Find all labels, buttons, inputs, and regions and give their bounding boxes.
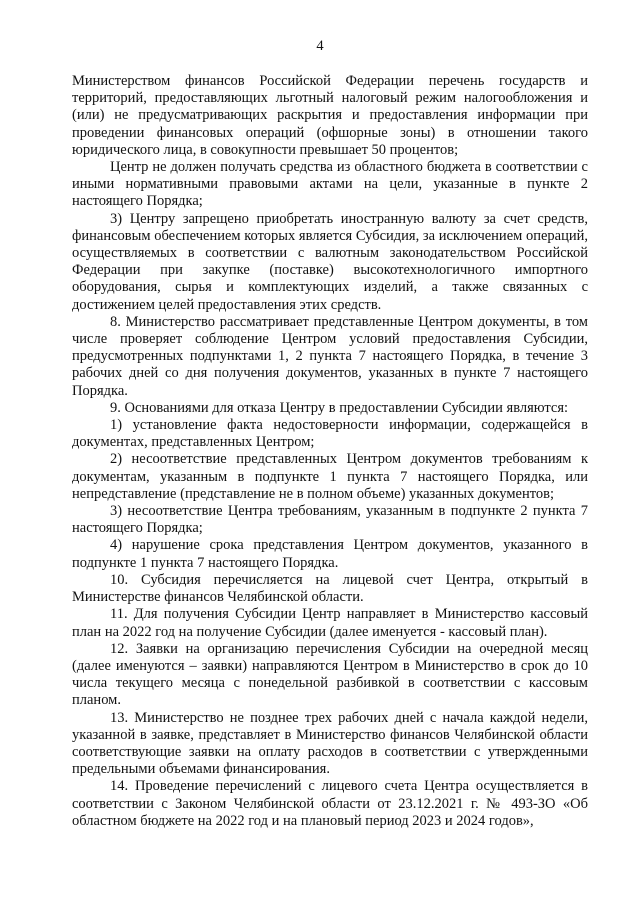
paragraph-continuation: Министерством финансов Российской Федерации перечень государств и территорий, предоставляющих льготный налоговый режим налогообложения и (или) не предусматривающих раскрытия и предоставления информации при проведении финансовых операций (офшорные зоны) в отношении такого юридического лица, в совокупности превышает 50 процентов;	[72, 73, 588, 158]
paragraph: 3) несоответствие Центра требованиям, указанным в подпункте 2 пункта 7 настоящего Порядка;	[72, 503, 588, 537]
paragraph: 9. Основаниями для отказа Центру в предоставлении Субсидии являются:	[110, 399, 569, 416]
paragraph: 1) установление факта недостоверности информации, содержащейся в документах, представленных Центром;	[72, 417, 588, 451]
paragraph: 2) несоответствие представленных Центром документов требованиям к документам, указанным в подпункте 1 пункта 7 настоящего Порядка, или непредставление (представление не в полном объеме) указанных документов;	[72, 451, 588, 502]
paragraph: 8. Министерство рассматривает представленные Центром документы, в том числе проверяет соблюдение Центром условий предоставления Субсидии, предусмотренных подпунктами 1, 2 пункта 7 настоящего Порядка, в течение 3 рабочих дней со дня получения документов, указанных в пункте 7 настоящего Порядка.	[72, 313, 588, 399]
paragraph: 3) Центру запрещено приобретать иностранную валюту за счет средств, финансовым обеспечением которых является Субсидия, за исключением операций, осуществляемых в соответствии с валютным законодательством Российской Федерации при закупке (поставке) высокотехнологичного импортного оборудования, сырья и комплектующих изделий, а также связанных с достижением целей предоставления этих средств.	[72, 210, 588, 313]
paragraph: Центр не должен получать средства из областного бюджета в соответствии с иными нормативными правовыми актами на цели, указанные в пункте 2 настоящего Порядка;	[72, 159, 588, 210]
document-body	[72, 73, 588, 830]
paragraph: 11. Для получения Субсидии Центр направляет в Министерство кассовый план на 2022 год на получение Субсидии (далее именуется - кассовый план).	[72, 606, 588, 640]
paragraph: 4) нарушение срока представления Центром документов, указанного в подпункте 1 пункта 7 настоящего Порядка.	[72, 537, 588, 571]
paragraph: 12. Заявки на организацию перечисления Субсидии на очередной месяц (далее именуются – заявки) направляются Центром в Министерство в срок до 10 числа текущего месяца с понедельной разбивкой в соответствии с кассовым планом.	[72, 640, 588, 709]
page-number: 4	[316, 38, 324, 54]
paragraph: 14. Проведение перечислений с лицевого счета Центра осуществляется в соответствии с Законом Челябинской области от 23.12.2021 г. № 493-ЗО «Об областном бюджете на 2022 год и на плановый период 2023 и 2024 годов»,	[72, 778, 588, 829]
paragraph: 13. Министерство не позднее трех рабочих дней с начала каждой недели, указанной в заявке, представляет в Министерство финансов Челябинской области соответствующие заявки на оплату расходов в соответствии с утвержденными предельными объемами финансирования.	[72, 709, 588, 778]
paragraph: 10. Субсидия перечисляется на лицевой счет Центра, открытый в Министерстве финансов Челябинской области.	[72, 571, 588, 606]
